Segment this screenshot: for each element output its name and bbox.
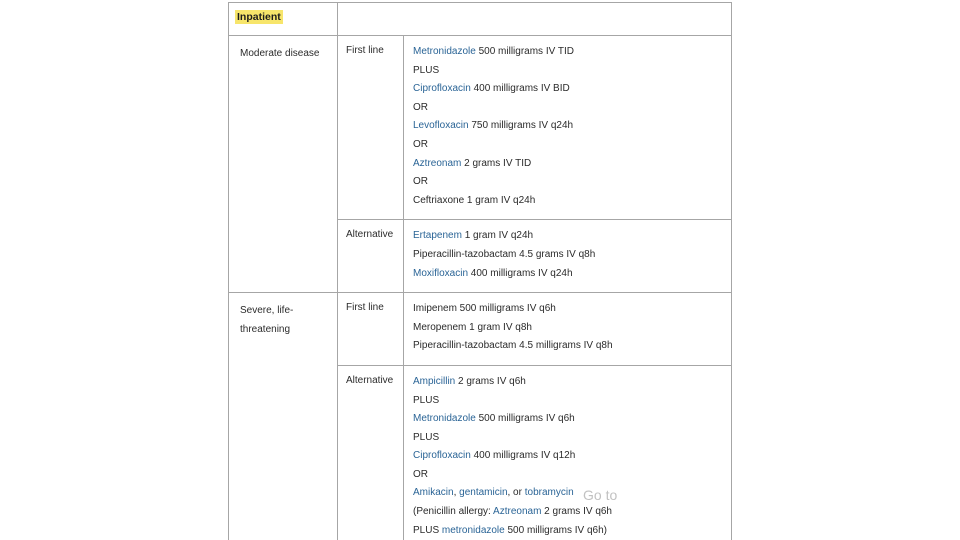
- regimen-line: [413, 80, 723, 99]
- regimen-line: [413, 319, 723, 338]
- regimen-text: PLUS: [413, 394, 440, 406]
- drug-link[interactable]: Moxifloxacin: [413, 267, 469, 279]
- severity-cell: [229, 293, 338, 540]
- treatment-subrow: [338, 293, 731, 366]
- severity-cell: [229, 36, 338, 292]
- regimen-text: 750 milligrams IV q24h: [468, 120, 574, 132]
- line-type-label: Alternative: [346, 229, 394, 241]
- regimen-line: [413, 373, 723, 392]
- regimen-line: [413, 173, 723, 192]
- regimen-cell: [404, 36, 731, 219]
- drug-link[interactable]: Ciprofloxacin: [413, 83, 471, 95]
- subrow-group: [338, 293, 731, 540]
- drug-link[interactable]: tobramycin: [524, 487, 574, 499]
- line-type-cell: [338, 366, 404, 540]
- line-type-label: Alternative: [346, 374, 394, 386]
- drug-link[interactable]: Metronidazole: [413, 413, 476, 425]
- regimen-text: 400 milligrams IV q12h: [470, 450, 576, 462]
- regimen-line: [413, 136, 723, 155]
- severity-section: [229, 36, 731, 293]
- table-header-row: [229, 3, 731, 36]
- treatment-subrow: [338, 366, 731, 540]
- regimen-cell: [404, 220, 731, 292]
- line-type-cell: [338, 36, 404, 219]
- line-type-cell: [338, 293, 404, 365]
- regimen-line: [413, 392, 723, 411]
- severity-label: Moderate disease: [240, 48, 320, 59]
- regimen-text: PLUS: [413, 431, 440, 443]
- regimen-text: Ceftriaxone 1 gram IV q24h: [413, 194, 536, 206]
- regimen-text: 500 milligrams IV q6h: [475, 413, 575, 425]
- drug-link[interactable]: Ciprofloxacin: [413, 450, 471, 462]
- regimen-line: [413, 265, 723, 284]
- regimen-text: Piperacillin-tazobactam 4.5 milligrams IV q8h: [413, 340, 613, 352]
- drug-link[interactable]: Metronidazole: [413, 46, 476, 57]
- regimen-text: 500 milligrams IV q6h): [504, 524, 607, 536]
- regimen-text: , or: [507, 487, 525, 499]
- regimen-line: [413, 522, 723, 540]
- regimen-text: 1 gram IV q24h: [461, 230, 534, 242]
- drug-link[interactable]: metronidazole: [441, 524, 505, 536]
- regimen-line: [413, 484, 723, 503]
- regimen-text: 400 milligrams IV q24h: [468, 267, 573, 279]
- regimen-text: (Penicillin allergy:: [413, 506, 494, 518]
- treatment-table: [228, 2, 732, 540]
- regimen-text: ,: [453, 487, 460, 499]
- treatment-subrow: [338, 36, 731, 220]
- regimen-text: 2 grams IV q6h: [541, 506, 612, 518]
- drug-link[interactable]: Ampicillin: [413, 375, 456, 387]
- header-cell-empty: [338, 3, 731, 35]
- line-type-label: First line: [346, 302, 384, 314]
- watermark-text: Go to: [583, 487, 618, 503]
- regimen-text: 500 milligrams IV TID: [475, 46, 574, 57]
- regimen-line: [413, 447, 723, 466]
- drug-link[interactable]: Aztreonam: [413, 157, 462, 169]
- regimen-text: PLUS: [413, 64, 440, 76]
- regimen-line: [413, 246, 723, 265]
- regimen-line: [413, 227, 723, 246]
- regimen-cell: [404, 366, 731, 540]
- regimen-cell: [404, 293, 731, 365]
- regimen-line: [413, 503, 723, 522]
- treatment-subrow: [338, 220, 731, 292]
- line-type-cell: [338, 220, 404, 292]
- regimen-text: PLUS: [413, 524, 442, 536]
- regimen-text: Meropenem 1 gram IV q8h: [413, 321, 532, 333]
- regimen-line: [413, 337, 723, 356]
- regimen-text: OR: [413, 176, 428, 188]
- line-type-label: First line: [346, 45, 384, 56]
- header-cell-inpatient: [229, 3, 338, 35]
- regimen-text: OR: [413, 138, 428, 150]
- severity-section: [229, 293, 731, 540]
- regimen-text: Imipenem 500 milligrams IV q6h: [413, 303, 556, 315]
- regimen-line: [413, 117, 723, 136]
- regimen-line: [413, 300, 723, 319]
- regimen-line: [413, 410, 723, 429]
- table-body: [229, 36, 731, 540]
- regimen-text: Piperacillin-tazobactam 4.5 grams IV q8h: [413, 248, 596, 260]
- regimen-line: [413, 99, 723, 118]
- inpatient-highlighted-label: Inpatient: [237, 11, 281, 23]
- regimen-line: [413, 62, 723, 81]
- regimen-text: OR: [413, 101, 428, 113]
- regimen-line: [413, 155, 723, 174]
- regimen-text: 2 grams IV TID: [461, 157, 532, 169]
- regimen-text: OR: [413, 468, 428, 480]
- regimen-text: 2 grams IV q6h: [455, 375, 526, 387]
- subrow-group: [338, 36, 731, 292]
- severity-label: Severe, life-threatening: [240, 305, 294, 335]
- drug-link[interactable]: Levofloxacin: [413, 120, 469, 132]
- regimen-line: [413, 43, 723, 62]
- drug-link[interactable]: Ertapenem: [413, 230, 462, 242]
- regimen-text: 400 milligrams IV BID: [470, 83, 570, 95]
- drug-link[interactable]: gentamicin: [459, 487, 508, 499]
- regimen-line: [413, 192, 723, 211]
- regimen-line: [413, 466, 723, 485]
- drug-link[interactable]: Amikacin: [413, 487, 454, 499]
- drug-link[interactable]: Aztreonam: [493, 506, 542, 518]
- regimen-line: [413, 429, 723, 448]
